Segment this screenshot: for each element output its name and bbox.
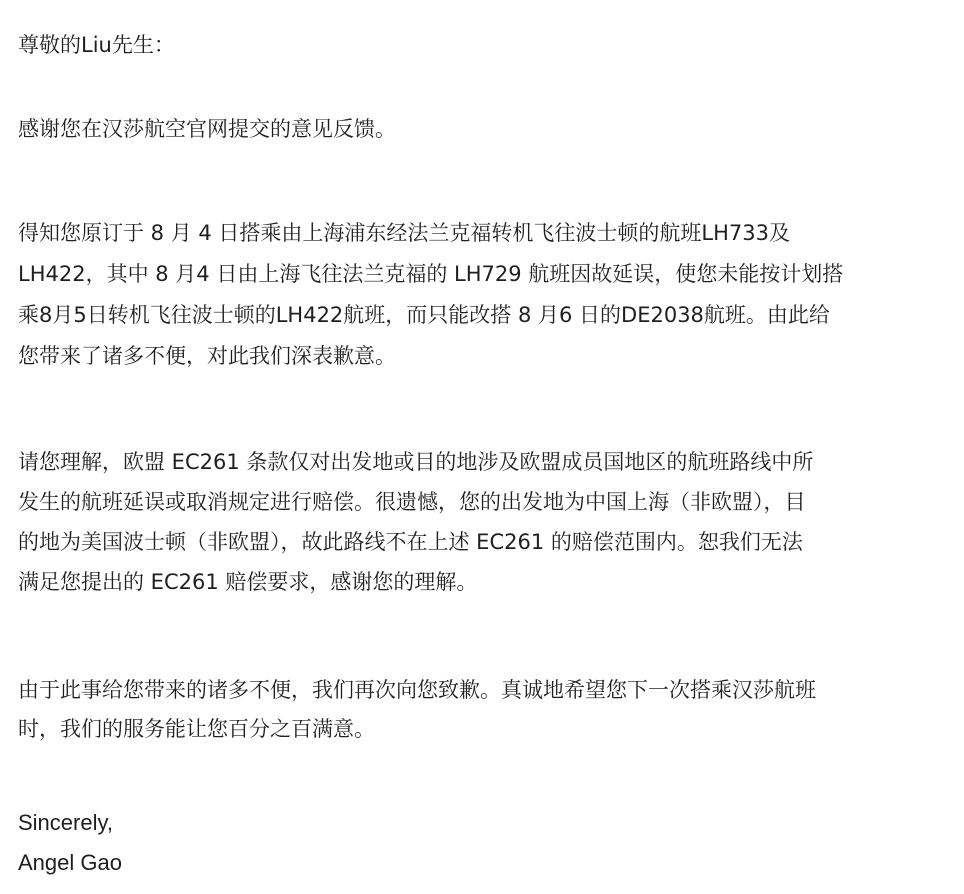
paragraph-2-line-2: LH422，其中 8 月4 日由上海飞往法兰克福的 LH729 航班因故延误，使您未能按计划搭 (18, 262, 844, 286)
paragraph-2-line-3: 乘8月5日转机飞往波士顿的LH422航班，而只能改搭 8 月6 日的DE2038航班。由此给 (18, 303, 830, 327)
signature-name: Angel Gao (18, 850, 122, 875)
paragraph-4-line-2: 时，我们的服务能让您百分之百满意。 (18, 717, 375, 741)
paragraph-3-line-2: 发生的航班延误或取消规定进行赔偿。很遗憾，您的出发地为中国上海（非欧盟），目 (18, 490, 806, 514)
paragraph-3-line-3: 的地为美国波士顿（非欧盟），故此路线不在上述 EC261 的赔偿范围内。恕我们无法 (18, 530, 803, 554)
greeting: 尊敬的Liu先生： (18, 33, 175, 57)
closing: Sincerely, (18, 810, 113, 835)
paragraph-3-line-1: 请您理解，欧盟 EC261 条款仅对出发地或目的地涉及欧盟成员国地区的航班路线中所 (18, 450, 814, 474)
paragraph-4-line-1: 由于此事给您带来的诸多不便，我们再次向您致歉。真诚地希望您下一次搭乘汉莎航班 (18, 678, 816, 702)
paragraph-2-line-1: 得知您原订于 8 月 4 日搭乘由上海浦东经法兰克福转机飞往波士顿的航班LH733及 (18, 221, 790, 245)
paragraph-2-line-4: 您带来了诸多不便，对此我们深表歉意。 (18, 344, 396, 368)
paragraph-3-line-4: 满足您提出的 EC261 赔偿要求，感谢您的理解。 (18, 570, 478, 594)
paragraph-1-line-1: 感谢您在汉莎航空官网提交的意见反馈。 (18, 117, 396, 141)
